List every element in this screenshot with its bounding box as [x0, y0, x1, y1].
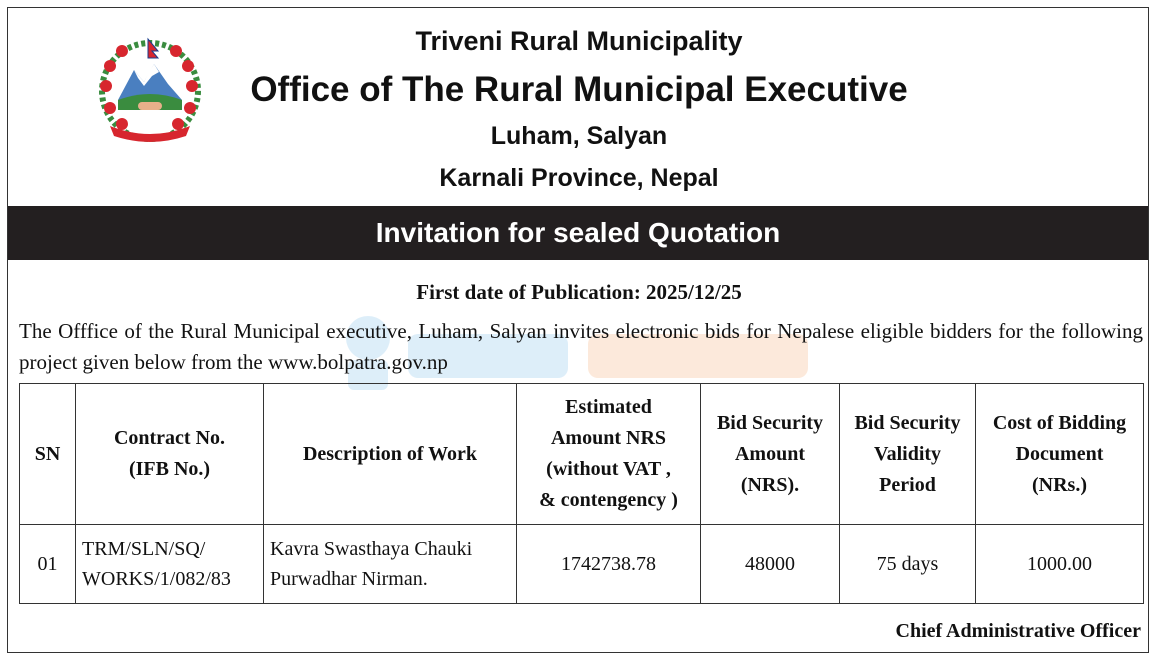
cell-sn: 01	[20, 525, 76, 604]
cell-bid-security-amount: 48000	[701, 525, 840, 604]
municipality-name: Triveni Rural Municipality	[415, 26, 743, 56]
office-location: Luham, Salyan	[490, 122, 668, 150]
office-province: Karnali Province, Nepal	[439, 164, 719, 192]
header-cost-of-document: Cost of Bidding Document (NRs.)	[976, 384, 1144, 525]
intro-paragraph: The Offfice of the Rural Municipal executive, Luham, Salyan invites electronic bids for Nepalese eligible bidders for the following project given below from the www.bolpatra.gov.np	[19, 319, 1143, 374]
header-estimated-amount: Estimated Amount NRS (without VAT , & contengency )	[517, 384, 701, 525]
cell-description: Kavra Swasthaya Chauki Purwadhar Nirman.	[264, 525, 517, 604]
cell-estimated-amount: 1742738.78	[517, 525, 701, 604]
notice-title-banner: Invitation for sealed Quotation	[8, 206, 1148, 260]
notice-frame	[7, 7, 1149, 653]
notice-header	[8, 8, 1150, 206]
header-description: Description of Work	[264, 384, 517, 525]
table-row	[20, 525, 1144, 604]
publication-date: First date of Publication: 2025/12/25	[416, 280, 742, 304]
cell-cost-of-document: 1000.00	[976, 525, 1144, 604]
cell-contract-no: TRM/SLN/SQ/ WORKS/1/082/83	[76, 525, 264, 604]
bid-table	[19, 383, 1144, 604]
header-sn: SN	[20, 384, 76, 525]
header-bid-security-validity: Bid Security Validity Period	[840, 384, 976, 525]
signatory-title: Chief Administrative Officer	[895, 620, 1141, 642]
office-name: Office of The Rural Municipal Executive	[250, 70, 908, 109]
table-header-row	[20, 384, 1144, 525]
cell-bid-security-validity: 75 days	[840, 525, 976, 604]
header-contract-no: Contract No. (IFB No.)	[76, 384, 264, 525]
header-bid-security-amount: Bid Security Amount (NRS).	[701, 384, 840, 525]
